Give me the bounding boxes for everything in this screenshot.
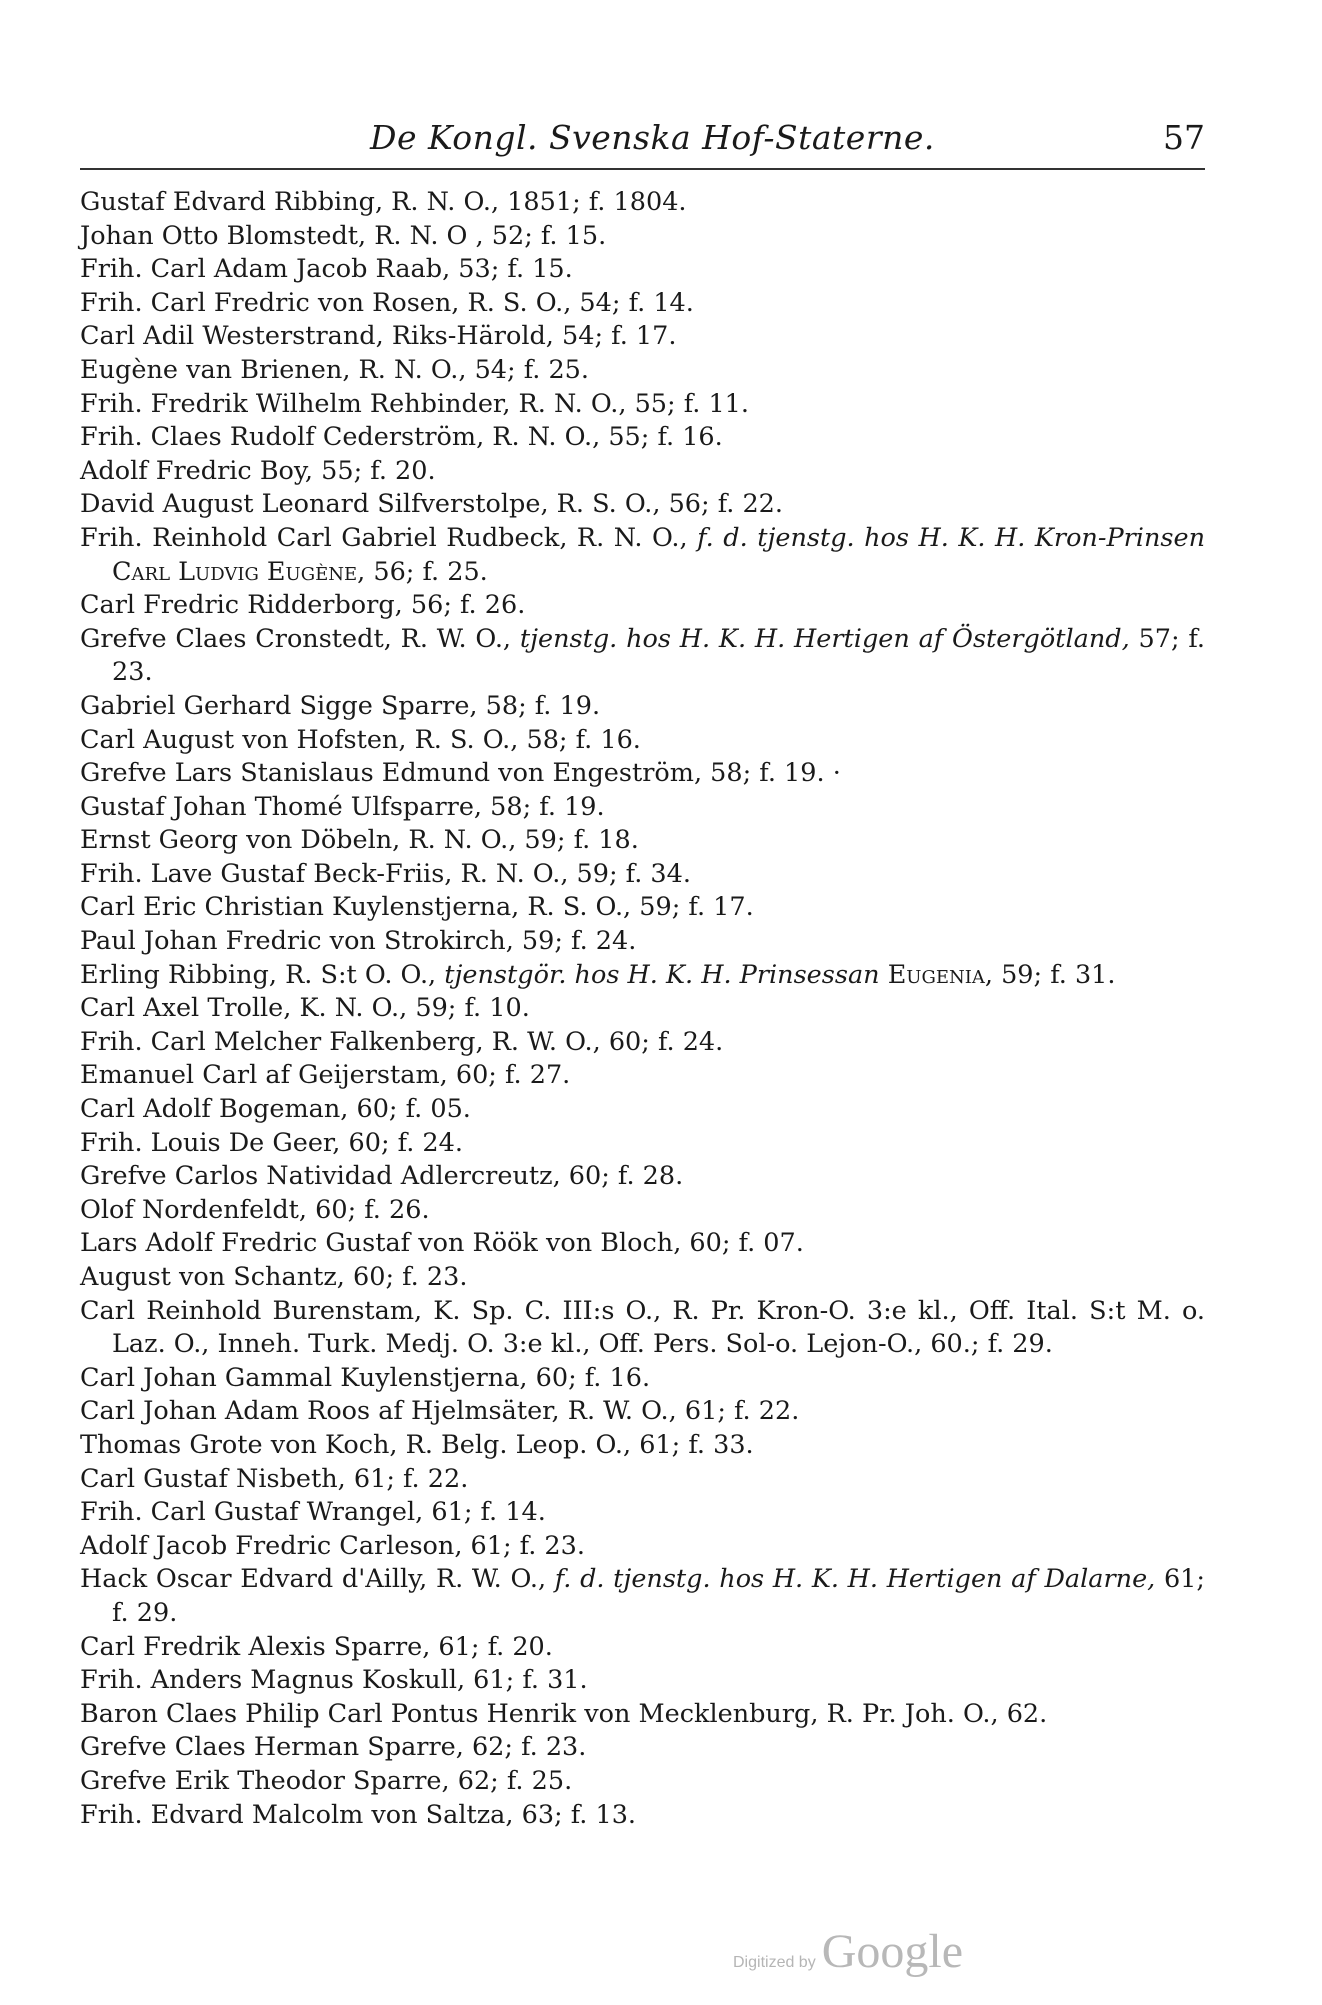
list-item bbox=[80, 320, 1205, 354]
list-item bbox=[80, 455, 1205, 489]
entry-text: Frih. Carl Gustaf Wrangel, 61; f. 14. bbox=[80, 1497, 546, 1528]
entry-text: Carl Fredrik Alexis Sparre, 61; f. 20. bbox=[80, 1631, 553, 1662]
list-item bbox=[80, 1127, 1205, 1161]
entry-text: Carl Gustaf Nisbeth, 61; f. 22. bbox=[80, 1463, 469, 1494]
entry-text: Carl Fredric Ridderborg, 56; f. 26. bbox=[80, 590, 526, 621]
entry-text: Frih. Anders Magnus Koskull, 61; f. 31. bbox=[80, 1665, 588, 1696]
entry-text: Erling Ribbing, R. S:t O. O., bbox=[80, 959, 445, 990]
entry-text: tjenstg. hos H. K. H. Hertigen af Östergötland, bbox=[519, 623, 1130, 654]
entry-text: Gustaf Johan Thomé Ulfsparre, 58; f. 19. bbox=[80, 791, 605, 822]
list-item bbox=[80, 1496, 1205, 1530]
entry-text: Carl Johan Adam Roos af Hjelmsäter, R. W. O., 61; f. 22. bbox=[80, 1396, 800, 1427]
list-item bbox=[80, 421, 1205, 455]
entry-text: Olof Nordenfeldt, 60; f. 26. bbox=[80, 1194, 430, 1225]
list-item bbox=[80, 1664, 1205, 1698]
list-item bbox=[80, 253, 1205, 287]
list-item bbox=[80, 1295, 1205, 1362]
entry-text: 57; f. 23. bbox=[112, 623, 1205, 688]
list-item bbox=[80, 891, 1205, 925]
list-item bbox=[80, 1093, 1205, 1127]
list-item bbox=[80, 757, 1205, 791]
entry-text: Grefve Carlos Natividad Adlercreutz, 60; f. 28. bbox=[80, 1161, 684, 1192]
digitization-watermark bbox=[733, 1924, 963, 1979]
entry-text: Gustaf Edvard Ribbing, R. N. O., 1851; f. 1804. bbox=[80, 187, 687, 217]
entry-text: Grefve Lars Stanislaus Edmund von Engeström, 58; f. 19. · bbox=[80, 758, 841, 789]
list-item bbox=[80, 1698, 1205, 1732]
entry-text: Frih. Claes Rudolf Cederström, R. N. O., 55; f. 16. bbox=[80, 422, 723, 453]
list-item bbox=[80, 724, 1205, 758]
entry-text: Baron Claes Philip Carl Pontus Henrik von Mecklenburg, R. Pr. Joh. O., 62. bbox=[80, 1698, 1048, 1729]
entry-text: Adolf Jacob Fredric Carleson, 61; f. 23. bbox=[80, 1530, 585, 1561]
list-item bbox=[80, 791, 1205, 825]
list-item bbox=[80, 623, 1205, 690]
list-item bbox=[80, 1463, 1205, 1497]
entry-text: Adolf Fredric Boy, 55; f. 20. bbox=[80, 455, 436, 486]
entry-text: 61; f. 29. bbox=[112, 1564, 1205, 1628]
google-logo: Google bbox=[821, 1925, 964, 1978]
entry-text: Thomas Grote von Koch, R. Belg. Leop. O., 61; f. 33. bbox=[80, 1429, 754, 1460]
entry-text: Carl Adil Westerstrand, Riks-Härold, 54; f. 17. bbox=[80, 321, 677, 352]
list-item bbox=[80, 488, 1205, 522]
list-item bbox=[80, 354, 1205, 388]
list-item bbox=[80, 1026, 1205, 1060]
entry-text: , 59; f. 31. bbox=[984, 959, 1116, 990]
entry-text: Eugenia bbox=[887, 959, 985, 990]
list-item bbox=[80, 1799, 1205, 1833]
entry-text: Grefve Erik Theodor Sparre, 62; f. 25. bbox=[80, 1765, 573, 1796]
entry-text: Carl Reinhold Burenstam, K. Sp. C. III:s O., R. Pr. Kron-O. 3:e kl., Off. Ital. S:t M. o. Laz. O., Inneh. Turk. Medj. O. 3:e kl., Off. Pers. Sol-o. Lejon-O., 60.; f. 29. bbox=[80, 1295, 1205, 1360]
entry-text: Frih. Carl Fredric von Rosen, R. S. O., 54; f. 14. bbox=[80, 287, 694, 318]
list-item bbox=[80, 388, 1205, 422]
list-item bbox=[80, 824, 1205, 858]
list-item bbox=[80, 858, 1205, 892]
entry-text: Gabriel Gerhard Sigge Sparre, 58; f. 19. bbox=[80, 690, 601, 721]
entry-text bbox=[880, 960, 888, 990]
list-item bbox=[80, 1395, 1205, 1429]
page-number: 57 bbox=[1163, 118, 1205, 157]
entry-text: , 56; f. 25. bbox=[357, 556, 488, 587]
entry-text: Paul Johan Fredric von Strokirch, 59; f. 24. bbox=[80, 926, 637, 957]
entry-text: Emanuel Carl af Geijerstam, 60; f. 27. bbox=[80, 1060, 571, 1091]
watermark-prefix: Digitized by bbox=[733, 1954, 816, 1971]
entry-text: David August Leonard Silfverstolpe, R. S. O., 56; f. 22. bbox=[80, 489, 784, 520]
entry-text: Frih. Louis De Geer, 60; f. 24. bbox=[80, 1127, 463, 1158]
header-rule bbox=[80, 168, 1205, 170]
entry-text: Grefve Claes Herman Sparre, 62; f. 23. bbox=[80, 1732, 587, 1763]
entry-text: Carl Johan Gammal Kuylenstjerna, 60; f. 16. bbox=[80, 1362, 651, 1393]
entry-text: Lars Adolf Fredric Gustaf von Röök von Bloch, 60; f. 07. bbox=[80, 1228, 804, 1259]
entry-text: Carl August von Hofsten, R. S. O., 58; f. 16. bbox=[80, 724, 641, 755]
running-title: De Kongl. Svenska Hof-Staterne. bbox=[370, 118, 935, 157]
entry-text: f. d. tjenstg. hos H. K. H. Kron-Prinsen bbox=[697, 522, 1205, 553]
list-item bbox=[80, 1059, 1205, 1093]
entry-text: tjenstgör. hos H. K. H. Prinsessan bbox=[444, 959, 880, 990]
entry-text: Frih. Edvard Malcolm von Saltza, 63; f. 13. bbox=[80, 1799, 637, 1830]
entry-text: Carl Ludvig Eugène bbox=[112, 556, 358, 587]
list-item bbox=[80, 1429, 1205, 1463]
entry-text: August von Schantz, 60; f. 23. bbox=[80, 1262, 468, 1292]
entry-text: Frih. Reinhold Carl Gabriel Rudbeck, R. N. O., bbox=[80, 522, 698, 553]
list-item bbox=[80, 992, 1205, 1026]
list-item bbox=[80, 1563, 1205, 1630]
list-item bbox=[80, 1731, 1205, 1765]
list-item bbox=[80, 522, 1205, 589]
list-item bbox=[80, 1631, 1205, 1665]
entry-text: Carl Adolf Bogeman, 60; f. 05. bbox=[80, 1094, 471, 1125]
list-item bbox=[80, 589, 1205, 623]
entry-text: Frih. Fredrik Wilhelm Rehbinder, R. N. O., 55; f. 11. bbox=[80, 388, 750, 419]
list-item bbox=[80, 1362, 1205, 1396]
list-item bbox=[80, 925, 1205, 959]
entry-text: Johan Otto Blomstedt, R. N. O , 52; f. 15. bbox=[80, 220, 607, 251]
list-item bbox=[80, 1227, 1205, 1261]
list-item bbox=[80, 287, 1205, 321]
entry-text: Frih. Lave Gustaf Beck-Friis, R. N. O., 59; f. 34. bbox=[80, 858, 691, 889]
list-item bbox=[80, 690, 1205, 724]
entry-text: Frih. Carl Melcher Falkenberg, R. W. O., 60; f. 24. bbox=[80, 1026, 724, 1057]
entry-text: f. d. tjenstg. hos H. K. H. Hertigen af Dalarne, bbox=[554, 1564, 1156, 1595]
entry-text: Grefve Claes Cronstedt, R. W. O., bbox=[80, 623, 520, 654]
entry-text: Frih. Carl Adam Jacob Raab, 53; f. 15. bbox=[80, 254, 573, 285]
entry-text: Carl Eric Christian Kuylenstjerna, R. S. O., 59; f. 17. bbox=[80, 892, 754, 923]
list-item bbox=[80, 1261, 1205, 1295]
list-item bbox=[80, 1530, 1205, 1564]
entry-text: Ernst Georg von Döbeln, R. N. O., 59; f. 18. bbox=[80, 825, 639, 856]
list-item bbox=[80, 1160, 1205, 1194]
entry-text: Carl Axel Trolle, K. N. O., 59; f. 10. bbox=[80, 993, 530, 1024]
list-item bbox=[80, 1194, 1205, 1228]
list-item bbox=[80, 959, 1205, 993]
entry-text: Hack Oscar Edvard d'Ailly, R. W. O., bbox=[80, 1564, 555, 1595]
entry-text: Eugène van Brienen, R. N. O., 54; f. 25. bbox=[80, 354, 590, 385]
list-item bbox=[80, 1765, 1205, 1799]
page-header bbox=[80, 118, 1205, 166]
list-item bbox=[80, 186, 1205, 220]
list-item bbox=[80, 220, 1205, 254]
entry-list bbox=[80, 186, 1205, 1832]
